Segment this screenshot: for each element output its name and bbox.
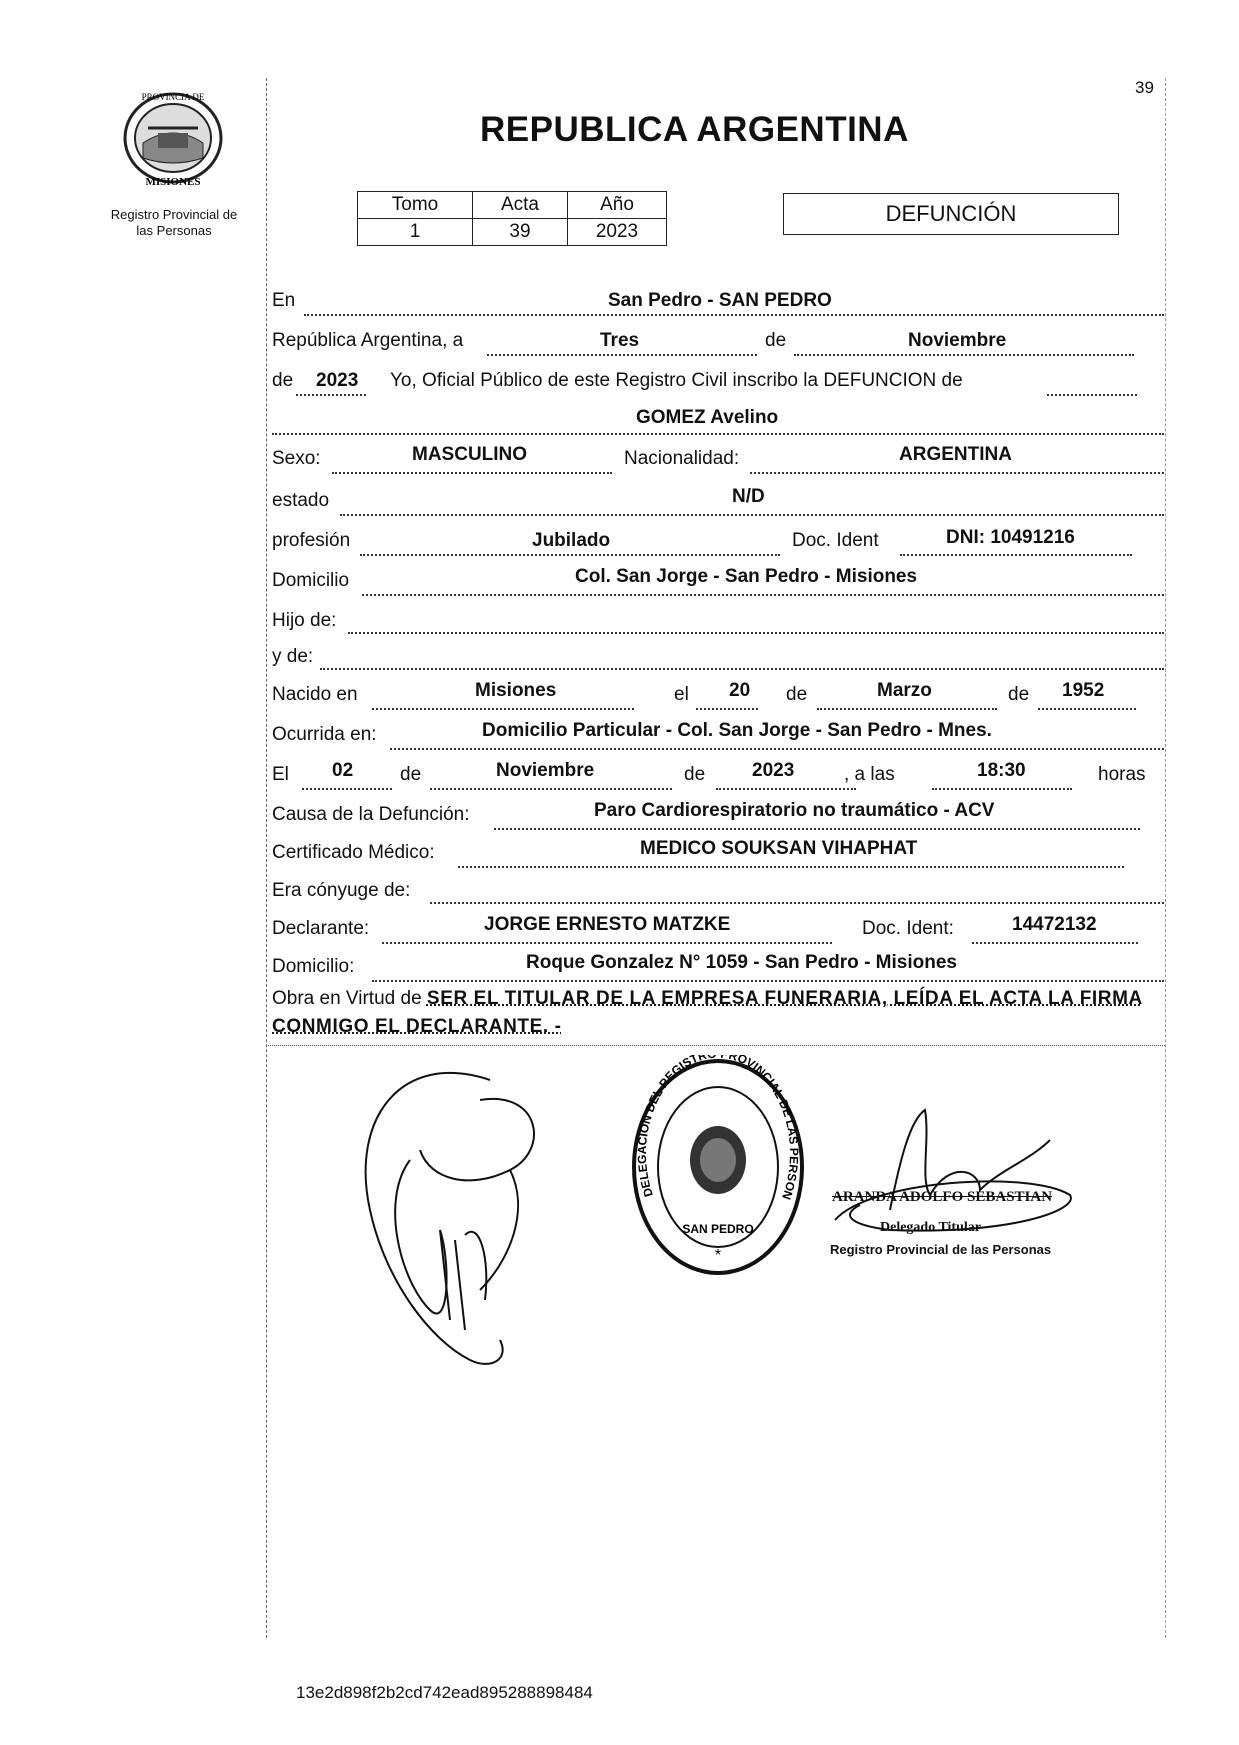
row-death-date <box>272 760 1167 790</box>
row-domicilio-declarante <box>272 952 1167 982</box>
document-title: REPUBLICA ARGENTINA <box>480 110 909 149</box>
republica-label: República Argentina, a <box>272 330 464 351</box>
yo-text: Yo, Oficial Público de este Registro Civil inscribo la DEFUNCION de <box>390 370 963 391</box>
estado-value: N/D <box>732 486 765 507</box>
record-type-box: DEFUNCIÓN <box>783 193 1119 235</box>
nacionalidad-label: Nacionalidad: <box>624 448 740 469</box>
ocurrida-value: Domicilio Particular - Col. San Jorge - San Pedro - Mnes. <box>482 720 992 741</box>
conyuge-label: Era cónyuge de: <box>272 880 411 901</box>
tomo-value: 1 <box>358 219 473 246</box>
el2-label: El <box>272 764 289 785</box>
hijo-label: Hijo de: <box>272 610 337 631</box>
birth-day: 20 <box>729 680 751 701</box>
death-month: Noviembre <box>496 760 595 781</box>
row-yo <box>272 370 1167 396</box>
row-ocurrida <box>272 720 1167 750</box>
row-certificado <box>272 838 1167 868</box>
ano-value: 2023 <box>568 219 667 246</box>
tomo-header: Tomo <box>358 192 473 219</box>
causa-label: Causa de la Defunción: <box>272 804 470 825</box>
row-conyuge <box>272 880 1167 906</box>
body-end-separator <box>268 1045 1165 1046</box>
official-signature <box>830 1100 1080 1260</box>
deceased-name: GOMEZ Avelino <box>636 407 779 428</box>
row-nacido <box>272 680 1167 710</box>
registry-seal <box>628 1055 808 1280</box>
domicilio2-label: Domicilio: <box>272 956 355 977</box>
ano-header: Año <box>568 192 667 219</box>
declarante-value: JORGE ERNESTO MATZKE <box>484 914 731 935</box>
row-estado <box>272 486 1167 516</box>
birth-month: Marzo <box>877 680 932 701</box>
doc-label: Doc. Ident <box>792 530 879 551</box>
doc-value: DNI: 10491216 <box>946 527 1075 548</box>
page-number: 39 <box>1135 78 1154 97</box>
document-hash: 13e2d898f2b2cd742ead895288898484 <box>296 1683 593 1702</box>
domicilio2-value: Roque Gonzalez N° 1059 - San Pedro - Misiones <box>526 952 957 973</box>
domicilio-value: Col. San Jorge - San Pedro - Misiones <box>575 566 918 587</box>
sexo-label: Sexo: <box>272 448 321 469</box>
nacido-value: Misiones <box>475 680 557 701</box>
month-value: Noviembre <box>908 330 1007 351</box>
acta-reference-table <box>357 191 667 246</box>
left-margin-line <box>266 78 267 1638</box>
row-en <box>272 290 1167 316</box>
svg-text:MISIONES: MISIONES <box>145 176 201 188</box>
profesion-label: profesión <box>272 530 351 551</box>
obra-label: Obra en Virtud de <box>272 988 422 1009</box>
svg-text:SAN PEDRO: SAN PEDRO <box>682 1222 754 1236</box>
birth-de1: de <box>786 684 808 705</box>
declarant-signature <box>340 1060 570 1380</box>
estado-label: estado <box>272 490 330 511</box>
official-role: Delegado Titular <box>880 1220 981 1235</box>
death-year: 2023 <box>752 760 795 781</box>
causa-value: Paro Cardiorespiratorio no traumático - ACV <box>594 800 995 821</box>
de-label: de <box>765 330 787 351</box>
en-label: En <box>272 290 296 311</box>
province-coat-of-arms-logo <box>118 88 228 188</box>
year-label: de <box>272 370 294 391</box>
day-value: Tres <box>600 330 640 351</box>
en-value: San Pedro - SAN PEDRO <box>608 290 832 311</box>
horas-label: horas <box>1098 764 1146 785</box>
nacido-label: Nacido en <box>272 684 358 705</box>
row-declarante <box>272 914 1167 944</box>
death-day: 02 <box>332 760 354 781</box>
doc2-value: 14472132 <box>1012 914 1097 935</box>
sexo-value: MASCULINO <box>412 444 528 465</box>
death-de1: de <box>400 764 422 785</box>
yde-label: y de: <box>272 646 314 667</box>
logo-caption: Registro Provincial de las Personas <box>110 207 238 238</box>
obra-value: SER EL TITULAR DE LA EMPRESA FUNERARIA, LEÍDA EL ACTA LA FIRMA CONMIGO EL DECLARANTE. - <box>272 988 1143 1037</box>
row-y-de <box>272 646 1167 672</box>
death-de2: de <box>684 764 706 785</box>
year-value: 2023 <box>316 370 359 391</box>
certificado-value: MEDICO SOUKSAN VIHAPHAT <box>640 838 918 859</box>
declarante-label: Declarante: <box>272 918 370 939</box>
obra-en-virtud <box>272 985 1167 1041</box>
birth-year: 1952 <box>1062 680 1105 701</box>
acta-header: Acta <box>473 192 568 219</box>
nacionalidad-value: ARGENTINA <box>899 444 1012 465</box>
official-organization: Registro Provincial de las Personas <box>830 1242 1052 1257</box>
row-sexo <box>272 444 1167 474</box>
svg-text:DELEGACION DEL REGISTRO PROVIN: DELEGACION DEL REGISTR ROVINCIAL DE LAS PERSON <box>634 1055 802 1202</box>
row-deceased-name <box>272 407 1167 433</box>
certificado-label: Certificado Médico: <box>272 842 435 863</box>
profesion-value: Jubilado <box>532 530 611 551</box>
row-domicilio <box>272 566 1167 596</box>
ocurrida-label: Ocurrida en: <box>272 724 377 745</box>
official-name: ARANDA ADOLFO SEBASTIAN <box>832 1189 1053 1205</box>
row-profesion <box>272 527 1167 556</box>
svg-text:*: * <box>714 1247 722 1264</box>
svg-text:PROVINCIA DE: PROVINCIA DE <box>141 92 205 102</box>
doc2-label: Doc. Ident: <box>862 918 954 939</box>
domicilio-label: Domicilio <box>272 570 350 591</box>
row-hijo <box>272 610 1167 636</box>
el-label: el <box>674 684 689 705</box>
alas-label: , a las <box>844 764 895 785</box>
row-republica <box>272 330 1167 356</box>
birth-de2: de <box>1008 684 1030 705</box>
death-time: 18:30 <box>977 760 1026 781</box>
acta-value: 39 <box>473 219 568 246</box>
row-causa <box>272 800 1167 830</box>
